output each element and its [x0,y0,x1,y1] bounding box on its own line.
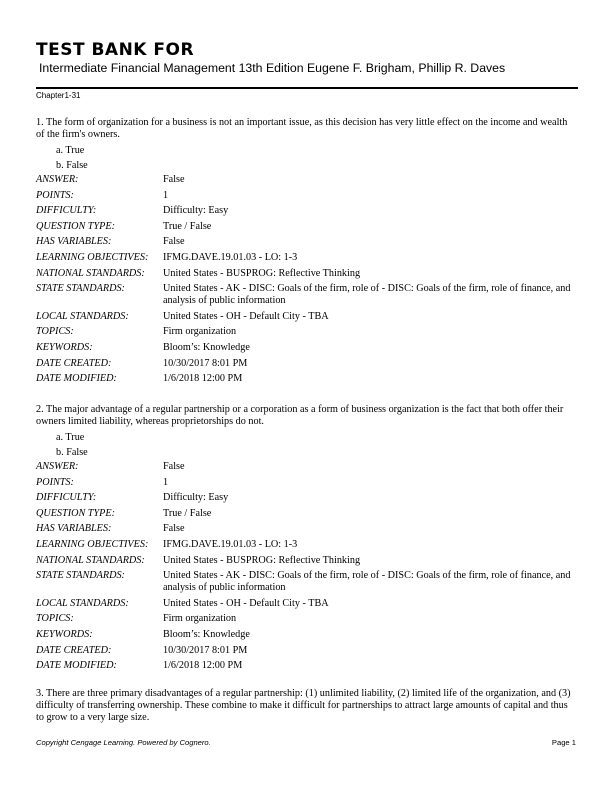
metadata-label: POINTS: [36,476,74,488]
metadata-row [36,523,576,539]
question-1 [36,117,576,389]
metadata-value: 10/30/2017 8:01 PM [163,357,248,369]
metadata-row [36,190,576,206]
metadata-label: LEARNING OBJECTIVES: [36,538,149,550]
metadata-label: LOCAL STANDARDS: [36,310,129,322]
metadata-row [36,358,576,374]
metadata-row [36,461,576,477]
metadata-row [36,492,576,508]
question-metadata [36,174,576,389]
question-stem: 2. The major advantage of a regular partnership or a corporation as a form of business organization is the fact that both offer their owners limited liability, whereas proprietorships do not. [36,404,564,427]
metadata-value: False [163,461,185,472]
metadata-label: DIFFICULTY: [36,205,97,217]
metadata-label: HAS VARIABLES: [36,523,112,535]
metadata-value: True / False [163,507,212,519]
metadata-value: Firm organization [163,326,237,338]
answer-option: a. True [56,144,85,156]
metadata-label: DATE MODIFIED: [36,660,117,672]
metadata-label: DATE MODIFIED: [36,373,117,385]
answer-option: b. False [56,447,88,458]
metadata-value: 10/30/2017 8:01 PM [163,644,248,656]
metadata-label: KEYWORDS: [36,628,93,640]
metadata-row [36,660,576,676]
metadata-row [36,645,576,661]
answer-option: b. False [56,160,88,171]
metadata-value: United States - OH - Default City - TBA [163,310,329,322]
metadata-label: NATIONAL STANDARDS: [36,554,145,566]
header-rule [36,87,578,89]
metadata-label: LEARNING OBJECTIVES: [36,251,149,263]
metadata-label: DATE CREATED: [36,357,112,369]
metadata-row [36,174,576,190]
metadata-row [36,598,576,614]
metadata-value: IFMG.DAVE.19.01.03 - LO: 1-3 [163,251,298,263]
metadata-row [36,283,576,311]
metadata-label: ANSWER: [36,461,79,472]
metadata-row [36,373,576,389]
metadata-value: Firm organization [163,613,237,625]
metadata-label: TOPICS: [36,326,74,338]
document-title: TEST BANK FOR [36,40,195,60]
copyright-footer: Copyright Cengage Learning. Powered by Cognero. [36,738,211,747]
question-stem: 3. There are three primary disadvantages of a regular partnership: (1) unlimited liability, (2) limited life of the organization, and (3) difficulty of transferring ownership. These combine to make it difficult for partnerships to attract large amounts of capital and thus to grow to a very large size. [36,688,571,723]
metadata-value: IFMG.DAVE.19.01.03 - LO: 1-3 [163,538,298,550]
metadata-row [36,629,576,645]
metadata-label: DATE CREATED: [36,644,112,656]
metadata-value: Bloom’s: Knowledge [163,628,250,640]
question-stem: 1. The form of organization for a business is not an important issue, as this decision has very little effect on the income and wealth of the firm's owners. [36,117,568,140]
metadata-row [36,311,576,327]
metadata-value: 1 [163,189,169,201]
metadata-row [36,268,576,284]
metadata-value: Difficulty: Easy [163,205,229,217]
metadata-label: QUESTION TYPE: [36,220,115,232]
metadata-label: STATE STANDARDS: [36,283,125,295]
metadata-row [36,613,576,629]
question-2 [36,404,576,676]
question-3 [36,688,576,724]
metadata-value: False [163,523,185,535]
metadata-row [36,205,576,221]
metadata-value: United States - AK - DISC: Goals of the firm, role of - DISC: Goals of the firm, role of finance, and analysis of public information [163,283,571,307]
metadata-label: QUESTION TYPE: [36,507,115,519]
metadata-value: 1 [163,476,169,488]
metadata-value: United States - OH - Default City - TBA [163,597,329,609]
metadata-row [36,342,576,358]
metadata-label: POINTS: [36,189,74,201]
metadata-row [36,236,576,252]
metadata-row [36,221,576,237]
metadata-value: False [163,236,185,248]
metadata-row [36,477,576,493]
metadata-value: False [163,174,185,185]
metadata-value: United States - AK - DISC: Goals of the firm, role of - DISC: Goals of the firm, role of finance, and analysis of public information [163,570,571,594]
metadata-row [36,326,576,342]
metadata-label: DIFFICULTY: [36,492,97,504]
metadata-row [36,252,576,268]
question-metadata [36,461,576,676]
metadata-label: TOPICS: [36,613,74,625]
metadata-value: True / False [163,220,212,232]
metadata-value: United States - BUSPROG: Reflective Thinking [163,267,361,279]
chapter-label: Chapter1-31 [36,91,81,100]
metadata-label: STATE STANDARDS: [36,570,125,582]
page-number: Page 1 [551,738,576,747]
book-subtitle: Intermediate Financial Management 13th Edition Eugene F. Brigham, Phillip R. Daves [39,61,506,75]
metadata-label: ANSWER: [36,174,79,185]
metadata-value: Difficulty: Easy [163,492,229,504]
metadata-value: United States - BUSPROG: Reflective Thinking [163,554,361,566]
metadata-row [36,508,576,524]
metadata-value: 1/6/2018 12:00 PM [163,660,243,672]
metadata-label: NATIONAL STANDARDS: [36,267,145,279]
metadata-row [36,555,576,571]
metadata-value: 1/6/2018 12:00 PM [163,373,243,385]
metadata-row [36,570,576,598]
answer-option: a. True [56,431,85,443]
metadata-value: Bloom’s: Knowledge [163,341,250,353]
metadata-label: LOCAL STANDARDS: [36,597,129,609]
metadata-row [36,539,576,555]
metadata-label: HAS VARIABLES: [36,236,112,248]
metadata-label: KEYWORDS: [36,341,93,353]
